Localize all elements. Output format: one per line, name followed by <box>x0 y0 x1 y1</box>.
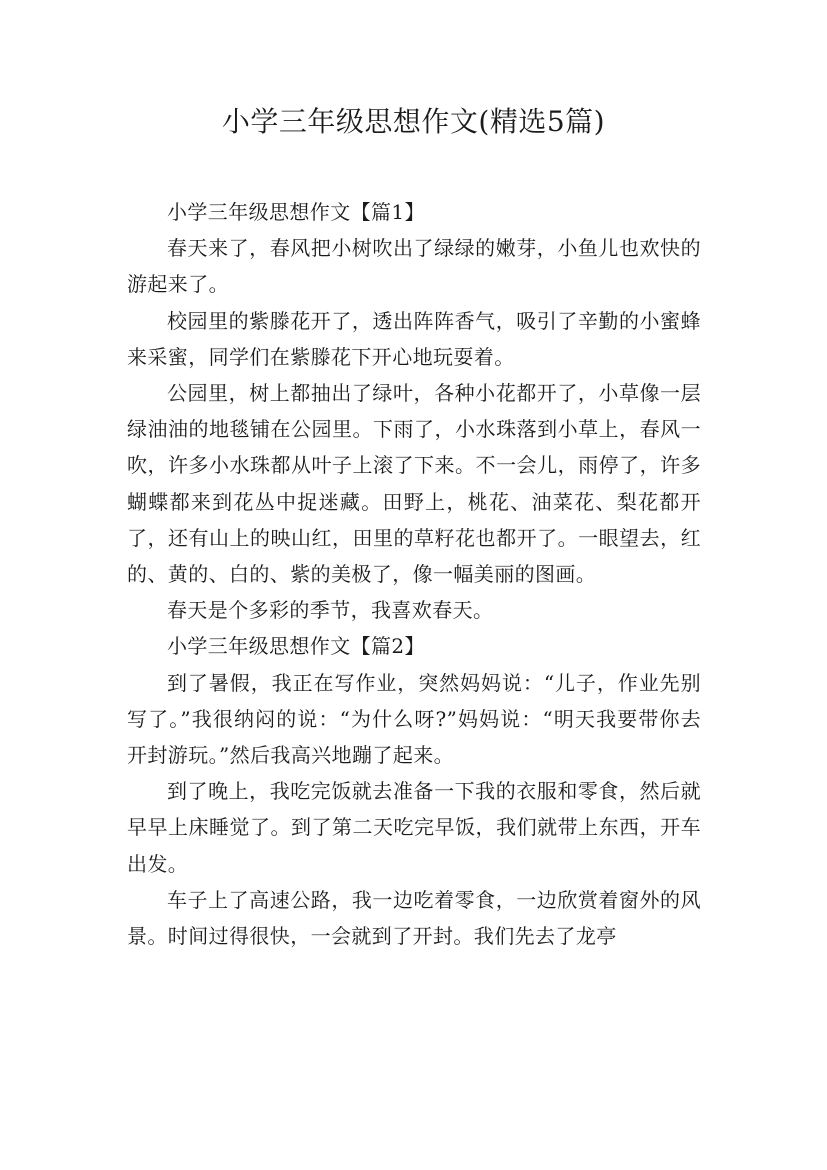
document-body <box>127 194 701 954</box>
paragraph: 春天是个多彩的季节，我喜欢春天。 <box>167 598 494 623</box>
paragraph: 春天来了，春风把小树吹出了绿绿的嫩芽，小鱼儿也欢快的游起来了。 <box>127 236 701 297</box>
paragraph: 到了晚上，我吃完饭就去准备一下我的衣服和零食，然后就早早上床睡觉了。到了第二天吃完早饭，我们就带上东西，开车出发。 <box>127 779 701 876</box>
paragraph: 到了暑假，我正在写作业，突然妈妈说：“儿子，作业先别写了。”我很纳闷的说：“为什么呀?”妈妈说：“明天我要带你去开封游玩。”然后我高兴地蹦了起来。 <box>127 670 701 768</box>
paragraph: 车子上了高速公路，我一边吃着零食，一边欣赏着窗外的风景。时间过得很快，一会就到了开封。我们先去了龙亭 <box>127 887 701 949</box>
heading-part-2: 小学三年级思想作文【篇2】 <box>167 634 425 659</box>
paragraph: 公园里，树上都抽出了绿叶，各种小花都开了，小草像一层绿油油的地毯铺在公园里。下雨了，小水珠落到小草上，春风一吹，许多小水珠都从叶子上滚了下来。不一会儿，雨停了，许多蝴蝶都来到花丛中捉迷藏。田野上，桃花、油菜花、梨花都开了，还有山上的映山红，田里的草籽花也都开了。一眼望去，红的、黄的、白的、紫的美极了，像一幅美丽的图画。 <box>127 381 701 587</box>
paragraph: 校园里的紫滕花开了，透出阵阵香气，吸引了辛勤的小蜜蜂来采蜜，同学们在紫滕花下开心地玩耍着。 <box>127 308 701 369</box>
heading-part-1: 小学三年级思想作文【篇1】 <box>167 200 425 224</box>
document-title: 小学三年级思想作文(精选5篇) <box>221 105 606 138</box>
